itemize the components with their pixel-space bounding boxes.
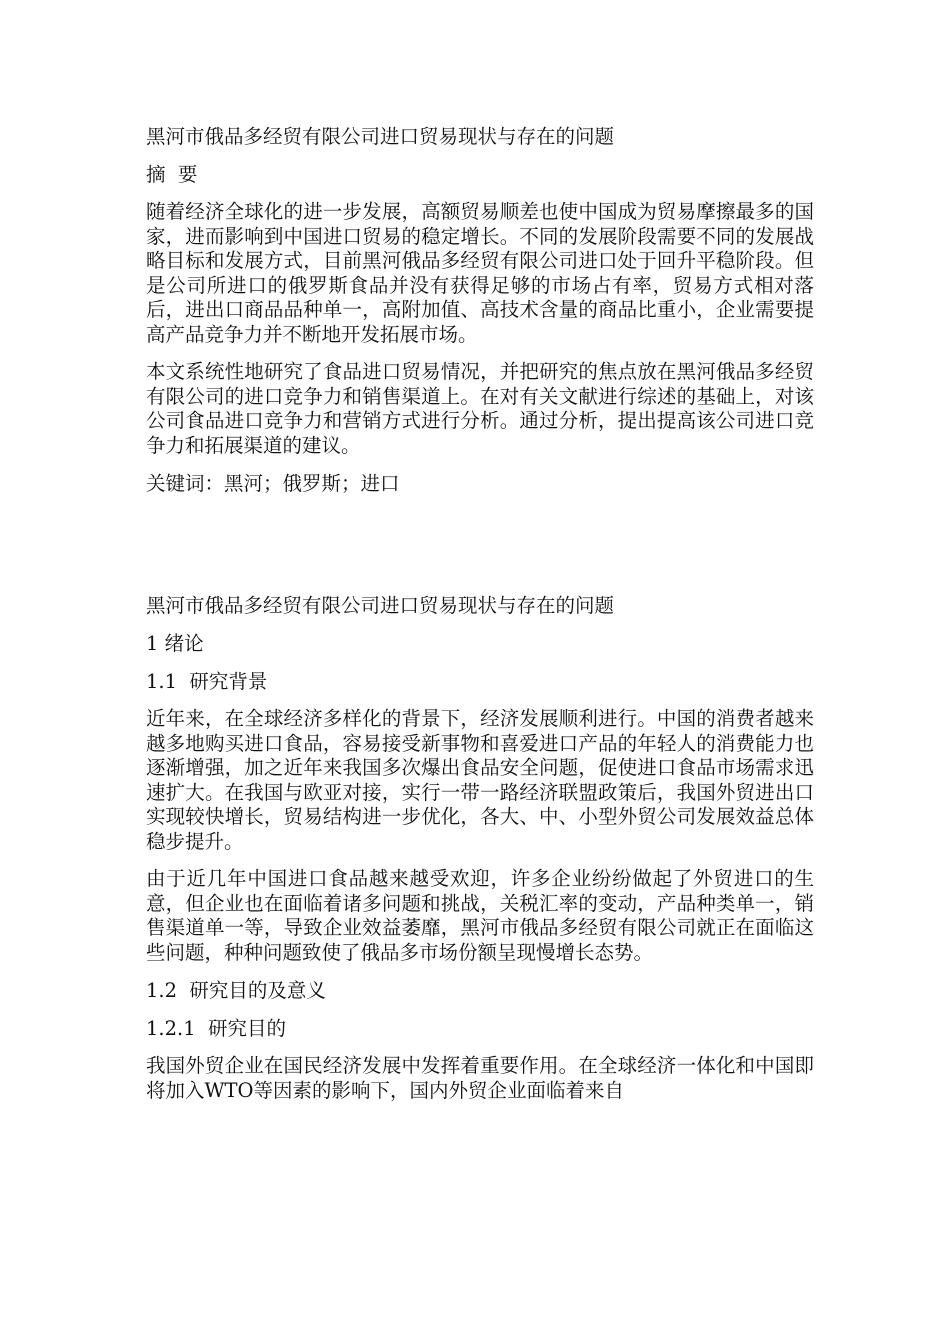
chapter-heading: 1 绪论 — [146, 632, 204, 655]
section-heading-1-2-1: 1.2.1 研究目的 — [146, 1017, 287, 1040]
document-title: 黑河市俄品多经贸有限公司进口贸易现状与存在的问题 — [146, 125, 615, 148]
body-title: 黑河市俄品多经贸有限公司进口贸易现状与存在的问题 — [146, 594, 615, 617]
abstract-paragraph-2: 本文系统性地研究了食品进口贸易情况，并把研究的焦点放在黑河俄品多经贸有限公司的进口竞争力和销售渠道上。在对有关文献进行综述的基础上，对该公司食品进口竞争力和营销方式进行分析。通过分析，提出提高该公司进口竞争力和拓展渠道的建议。 — [146, 360, 814, 457]
document-page — [146, 124, 814, 1103]
keywords-line: 关键词：黑河；俄罗斯；进口 — [146, 472, 400, 495]
background-paragraph-1: 近年来，在全球经济多样化的背景下，经济发展顺利进行。中国的消费者越来越多地购买进口食品，容易接受新事物和喜爱进口产品的年轻人的消费能力也逐渐增强，加之近年来我国多次爆出食品安全问题，促使进口食品市场需求迅速扩大。在我国与欧亚对接，实行一带一路经济联盟政策后，我国外贸进出口实现较快增长，贸易结构进一步优化，各大、中、小型外贸公司发展效益总体稳步提升。 — [146, 707, 814, 853]
abstract-paragraph-1: 随着经济全球化的进一步发展，高额贸易顺差也使中国成为贸易摩擦最多的国家，进而影响到中国进口贸易的稳定增长。不同的发展阶段需要不同的发展战略目标和发展方式，目前黑河俄品多经贸有限公司进口处于回升平稳阶段。但是公司所进口的俄罗斯食品并没有获得足够的市场占有率，贸易方式相对落后，进出口商品品种单一，高附加值、高技术含量的商品比重小，企业需要提高产品竞争力并不断地开发拓展市场。 — [146, 200, 814, 346]
background-paragraph-2: 由于近几年中国进口食品越来越受欢迎，许多企业纷纷做起了外贸进口的生意，但企业也在面临着诸多问题和挑战，关税汇率的变动，产品种类单一，销售渠道单一等，导致企业效益萎靡，黑河市俄品多经贸有限公司就正在面临这些问题，种种问题致使了俄品多市场份额呈现慢增长态势。 — [146, 867, 814, 964]
section-heading-1-2: 1.2 研究目的及意义 — [146, 979, 326, 1002]
purpose-paragraph: 我国外贸企业在国民经济发展中发挥着重要作用。在全球经济一体化和中国即将加入WTO等因素的影响下，国内外贸企业面临着来自 — [146, 1054, 814, 1102]
section-heading-1-1: 1.1 研究背景 — [146, 670, 268, 693]
abstract-heading: 摘 要 — [146, 163, 198, 186]
